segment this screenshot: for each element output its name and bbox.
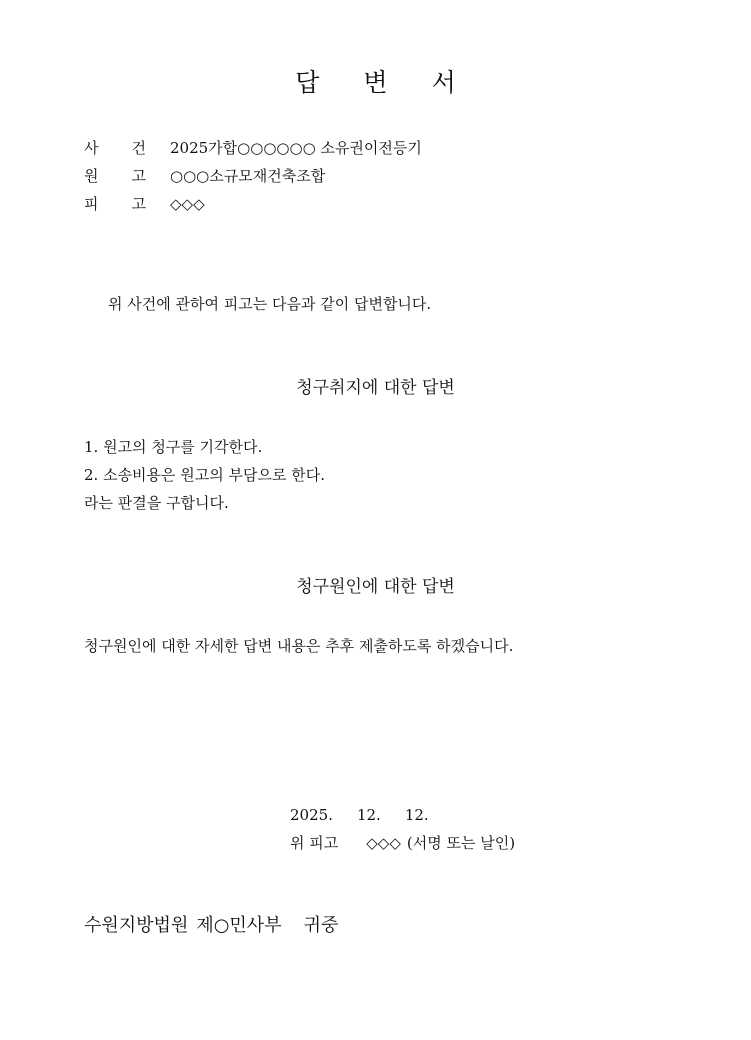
- signature-name: ◇◇◇: [366, 834, 401, 852]
- claim-cause-paragraph: 청구원인에 대한 자세한 답변 내용은 추후 제출하도록 하겠습니다.: [84, 637, 514, 655]
- signature-note: (서명 또는 날인): [406, 834, 516, 852]
- addressee-suffix: 귀중: [303, 915, 339, 936]
- defendant-value: ◇◇◇: [170, 194, 205, 213]
- document-date: [290, 808, 429, 823]
- case-info-row-case: [84, 138, 422, 158]
- case-info-row-defendant: [84, 194, 205, 214]
- court-name: 수원지방법원: [84, 915, 189, 936]
- title-char: 서: [431, 68, 456, 97]
- claim-line-1: 1. 원고의 청구를 기각한다.: [84, 438, 263, 456]
- case-number-value: 2025가합○○○○○○ 소유권이전등기: [170, 138, 422, 157]
- section-heading-claim-cause: 청구원인에 대한 답변: [296, 577, 455, 597]
- section-heading-claim-purpose: 청구취지에 대한 답변: [296, 378, 455, 398]
- date-day: 12.: [404, 806, 429, 824]
- plaintiff-value: ○○○소규모재건축조합: [170, 166, 326, 185]
- title-char: 변: [363, 68, 388, 97]
- intro-paragraph: 위 사건에 관하여 피고는 다음과 같이 답변합니다.: [108, 295, 432, 313]
- signature-line: [290, 836, 515, 851]
- claim-line-3: 라는 판결을 구합니다.: [84, 494, 229, 512]
- date-month: 12.: [356, 806, 381, 824]
- plaintiff-label: 원 고: [84, 166, 146, 185]
- document-title: [0, 70, 751, 95]
- addressee-line: [84, 917, 338, 935]
- case-info-row-plaintiff: [84, 166, 325, 186]
- defendant-label: 피 고: [84, 194, 146, 213]
- title-char: 답: [295, 68, 320, 97]
- case-label: 사 건: [84, 138, 146, 157]
- claim-line-2: 2. 소송비용은 원고의 부담으로 한다.: [84, 466, 326, 484]
- signature-role: 위 피고: [290, 834, 339, 852]
- court-division: 제○민사부: [196, 915, 282, 936]
- date-year: 2025.: [290, 806, 333, 824]
